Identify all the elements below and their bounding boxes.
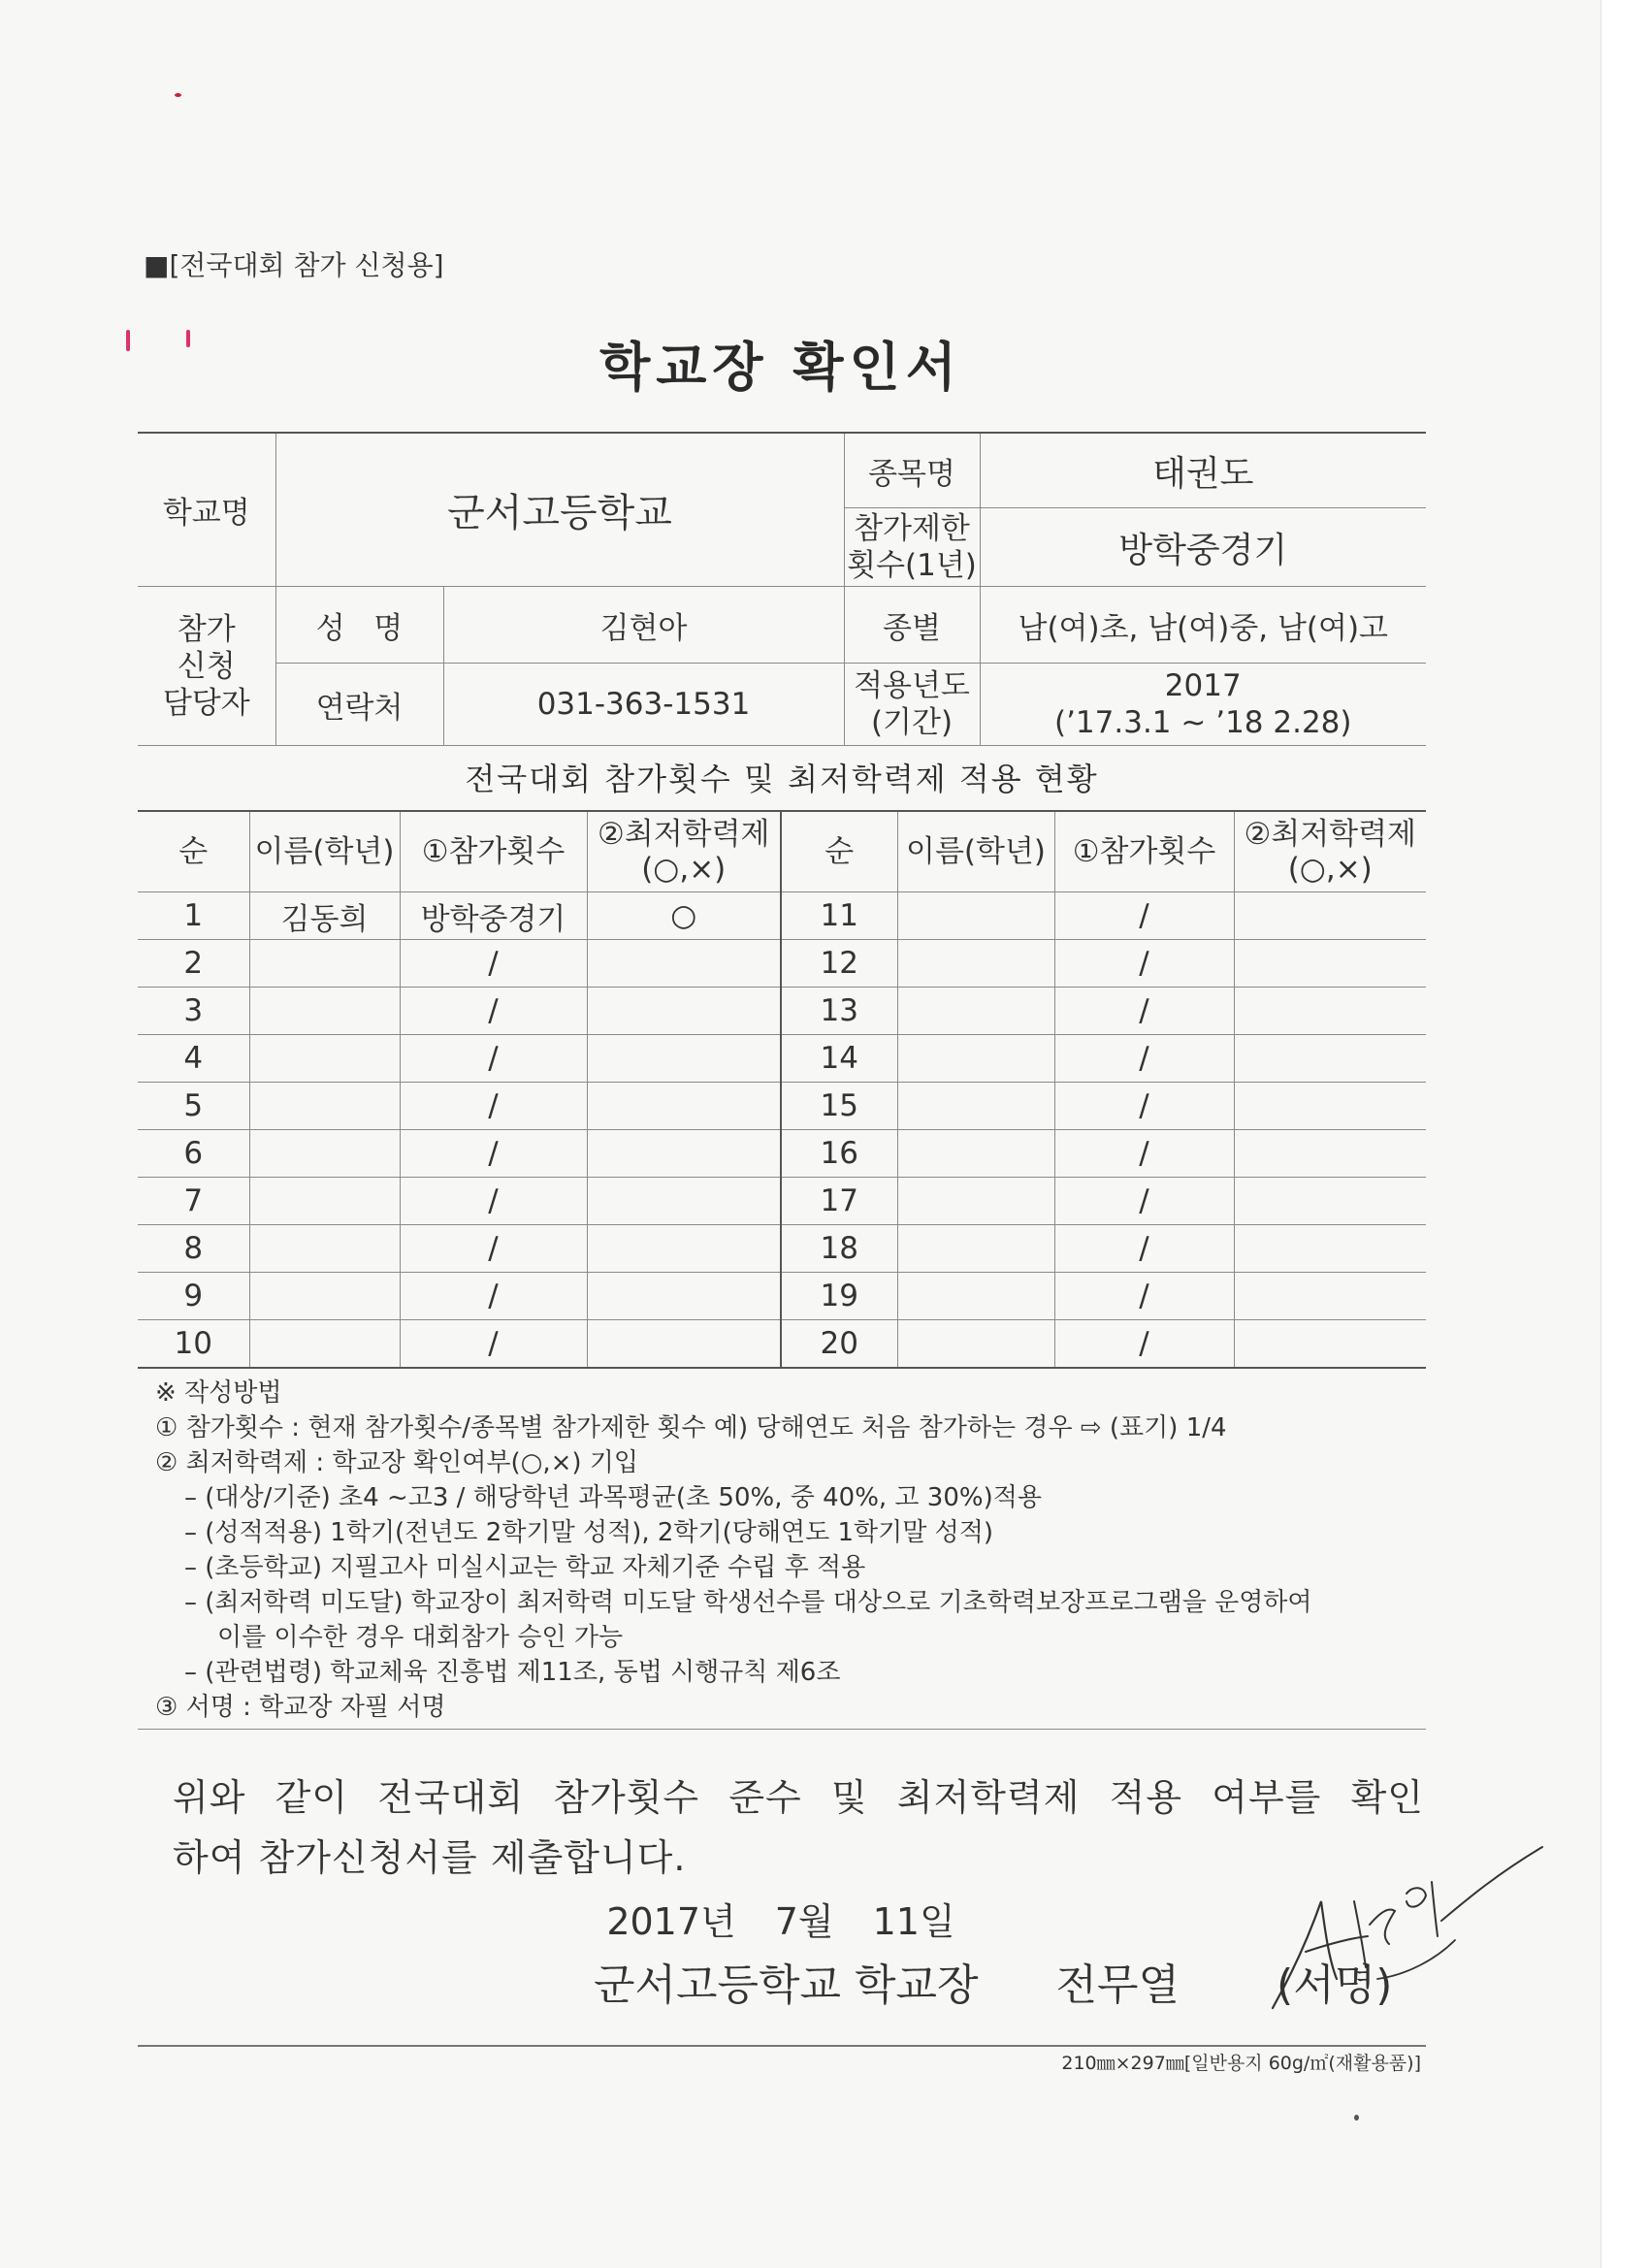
cell-count: / <box>400 940 587 988</box>
cell-min <box>587 1225 781 1273</box>
header-min-line2: (○,×) <box>1287 852 1373 887</box>
table-header-row <box>138 811 1426 892</box>
cell-name <box>249 1130 400 1178</box>
school-name-value: 군서고등학교 <box>275 433 844 587</box>
cell-no: 18 <box>781 1225 897 1273</box>
cell-name <box>897 1130 1054 1178</box>
header-name: 이름(학년) <box>897 811 1054 892</box>
cell-no: 3 <box>138 988 249 1035</box>
cell-count: / <box>1054 988 1234 1035</box>
table-row <box>138 1225 1426 1273</box>
cell-min <box>587 1178 781 1225</box>
cell-no: 16 <box>781 1130 897 1178</box>
cell-min <box>1234 1225 1426 1273</box>
cell-count: / <box>400 1083 587 1130</box>
cell-count: / <box>1054 1225 1234 1273</box>
limit-value: 방학중경기 <box>980 508 1426 587</box>
cell-no: 6 <box>138 1130 249 1178</box>
date-day: 11일 <box>872 1900 955 1943</box>
paper-spec: 210㎜×297㎜[일반용지 60g/㎡(재활용품)] <box>1061 2053 1421 2074</box>
cell-name <box>897 940 1054 988</box>
cell-name <box>897 1083 1054 1130</box>
header-count: ①참가횟수 <box>400 811 587 892</box>
form-label: ■[전국대회 참가 신청용] <box>144 249 444 281</box>
cell-no: 15 <box>781 1083 897 1130</box>
signer-school: 군서고등학교 학교장 <box>594 1960 979 2010</box>
table-row <box>138 988 1426 1035</box>
header-name: 이름(학년) <box>249 811 400 892</box>
category-label: 종별 <box>844 587 980 664</box>
applicant-label <box>138 587 275 746</box>
header-min-line1: ②최저학력제 <box>1244 817 1417 852</box>
cell-count: / <box>1054 892 1234 940</box>
cell-no: 10 <box>138 1320 249 1369</box>
cell-min <box>1234 1083 1426 1130</box>
cell-no: 14 <box>781 1035 897 1083</box>
cell-count: / <box>1054 1178 1234 1225</box>
cell-count: / <box>400 1130 587 1178</box>
category-value: 남(여)초, 남(여)중, 남(여)고 <box>980 587 1426 664</box>
table-row <box>138 1035 1426 1083</box>
cell-no: 9 <box>138 1273 249 1320</box>
cell-name <box>897 1225 1054 1273</box>
cell-min <box>1234 1130 1426 1178</box>
sport-value: 태권도 <box>980 433 1426 508</box>
applicant-label-line3: 담당자 <box>162 685 250 721</box>
cell-no: 1 <box>138 892 249 940</box>
note-line: – (성적적용) 1학기(전년도 2학기말 성적), 2학기(당해연도 1학기말 성적) <box>184 1518 994 1547</box>
cell-name <box>249 1320 400 1369</box>
cell-min <box>1234 1178 1426 1225</box>
cell-name <box>897 1273 1054 1320</box>
cell-min <box>1234 1035 1426 1083</box>
cell-no: 2 <box>138 940 249 988</box>
header-no: 순 <box>781 811 897 892</box>
note-line: ③ 서명 : 학교장 자필 서명 <box>155 1693 446 1722</box>
note-line: – (초등학교) 지필고사 미실시교는 학교 자체기준 수립 후 적용 <box>184 1553 866 1582</box>
cell-count: / <box>400 1035 587 1083</box>
cell-count: / <box>1054 1035 1234 1083</box>
cell-name <box>897 1035 1054 1083</box>
cell-min <box>587 1273 781 1320</box>
cell-count: / <box>1054 1083 1234 1130</box>
table-row <box>138 1083 1426 1130</box>
cell-no: 5 <box>138 1083 249 1130</box>
cell-count: / <box>1054 1130 1234 1178</box>
signer-name: 전무열 <box>1055 1960 1180 2010</box>
table-row <box>138 892 1426 940</box>
confirmation-statement <box>173 1767 1424 1888</box>
cell-min <box>587 940 781 988</box>
cell-name <box>249 988 400 1035</box>
cell-no: 17 <box>781 1178 897 1225</box>
cell-count: / <box>1054 1320 1234 1369</box>
year-value <box>980 664 1426 746</box>
note-line: 이를 이수한 경우 대회참가 승인 가능 <box>217 1623 624 1652</box>
year-label <box>844 664 980 746</box>
header-count: ①참가횟수 <box>1054 811 1234 892</box>
cell-name <box>897 892 1054 940</box>
statement-line1: 위와 같이 전국대회 참가횟수 준수 및 최저학력제 적용 여부를 확인 <box>173 1776 1424 1819</box>
year-label-line1: 적용년도 <box>854 668 970 703</box>
name-value: 김현아 <box>443 587 844 664</box>
cell-min <box>587 1035 781 1083</box>
scan-speck <box>126 330 130 351</box>
cell-min <box>587 1320 781 1369</box>
cell-count: / <box>400 1273 587 1320</box>
table-row <box>138 1320 1426 1369</box>
cell-name <box>249 940 400 988</box>
table-row <box>138 1130 1426 1178</box>
handwritten-signature <box>1261 1843 1552 2037</box>
cell-name <box>249 1225 400 1273</box>
applicant-label-line1: 참가 <box>177 611 236 647</box>
table-row <box>138 940 1426 988</box>
note-line: – (대상/기준) 초4 ~고3 / 해당학년 과목평균(초 50%, 중 40%, 고 30%)적용 <box>184 1483 1042 1512</box>
cell-name <box>897 988 1054 1035</box>
participation-table <box>138 810 1426 1369</box>
cell-name <box>249 1083 400 1130</box>
note-line: ① 참가횟수 : 현재 참가횟수/종목별 참가제한 횟수 예) 당해연도 처음 참가하는 경우 ⇨ (표기) 1/4 <box>155 1413 1227 1442</box>
cell-name <box>249 1035 400 1083</box>
table-row <box>138 1178 1426 1225</box>
section-title: 전국대회 참가횟수 및 최저학력제 적용 현황 <box>465 761 1099 797</box>
header-min-line2: (○,×) <box>641 852 727 887</box>
header-min <box>1234 811 1426 892</box>
cell-name: 김동희 <box>249 892 400 940</box>
scan-edge <box>1600 0 1649 2268</box>
cell-no: 4 <box>138 1035 249 1083</box>
contact-value: 031-363-1531 <box>443 664 844 746</box>
cell-name <box>249 1273 400 1320</box>
scan-speck <box>1354 2115 1359 2121</box>
document-title: 학교장 확인서 <box>599 337 962 398</box>
bottom-rule <box>138 2045 1426 2047</box>
scan-speck <box>175 93 181 97</box>
cell-min <box>587 1130 781 1178</box>
limit-label <box>844 508 980 587</box>
cell-count: / <box>400 988 587 1035</box>
date-year: 2017년 <box>606 1900 736 1943</box>
cell-no: 19 <box>781 1273 897 1320</box>
year-value-line2: (’17.3.1 ~ ’18 2.28) <box>1053 705 1352 740</box>
divider-line <box>138 1729 1426 1730</box>
header-min-line1: ②최저학력제 <box>597 817 770 852</box>
cell-count: / <box>400 1320 587 1369</box>
year-value-line1: 2017 <box>1164 668 1242 703</box>
cell-no: 12 <box>781 940 897 988</box>
cell-min <box>1234 988 1426 1035</box>
note-line: ※ 작성방법 <box>155 1378 282 1408</box>
cell-min: ○ <box>587 892 781 940</box>
cell-min <box>587 988 781 1035</box>
cell-count: / <box>1054 940 1234 988</box>
cell-no: 11 <box>781 892 897 940</box>
cell-min <box>1234 892 1426 940</box>
cell-min <box>1234 940 1426 988</box>
year-label-line2: (기간) <box>870 705 954 740</box>
cell-no: 20 <box>781 1320 897 1369</box>
statement-line2: 하여 참가신청서를 제출합니다. <box>173 1836 687 1879</box>
cell-count: 방학중경기 <box>400 892 587 940</box>
writing-instructions <box>155 1376 1436 1725</box>
cell-min <box>1234 1320 1426 1369</box>
contact-label: 연락처 <box>275 664 443 746</box>
cell-no: 8 <box>138 1225 249 1273</box>
cell-no: 7 <box>138 1178 249 1225</box>
cell-name <box>249 1178 400 1225</box>
cell-count: / <box>400 1178 587 1225</box>
cell-name <box>897 1178 1054 1225</box>
applicant-label-line2: 신청 <box>177 648 236 684</box>
note-line: – (관련법령) 학교체육 진흥법 제11조, 동법 시행규칙 제6조 <box>184 1658 841 1687</box>
header-no: 순 <box>138 811 249 892</box>
cell-name <box>897 1320 1054 1369</box>
cell-min <box>587 1083 781 1130</box>
info-table <box>138 432 1426 746</box>
limit-label-line1: 참가제한 <box>854 511 970 546</box>
cell-min <box>1234 1273 1426 1320</box>
scan-speck <box>186 330 190 347</box>
name-label: 성 명 <box>275 587 443 664</box>
cell-no: 13 <box>781 988 897 1035</box>
cell-count: / <box>400 1225 587 1273</box>
limit-label-line2: 횟수(1년) <box>847 548 977 583</box>
table-row <box>138 1273 1426 1320</box>
note-line: – (최저학력 미도달) 학교장이 최저학력 미도달 학생선수를 대상으로 기초학력보장프로그램을 운영하여 <box>184 1588 1312 1617</box>
sport-label: 종목명 <box>844 433 980 508</box>
signature-mark-label: (서명) <box>1277 1960 1393 2010</box>
note-line: ② 최저학력제 : 학교장 확인여부(○,×) 기입 <box>155 1448 639 1477</box>
cell-count: / <box>1054 1273 1234 1320</box>
school-name-label: 학교명 <box>138 433 275 587</box>
header-min <box>587 811 781 892</box>
date-month: 7월 <box>774 1900 834 1943</box>
